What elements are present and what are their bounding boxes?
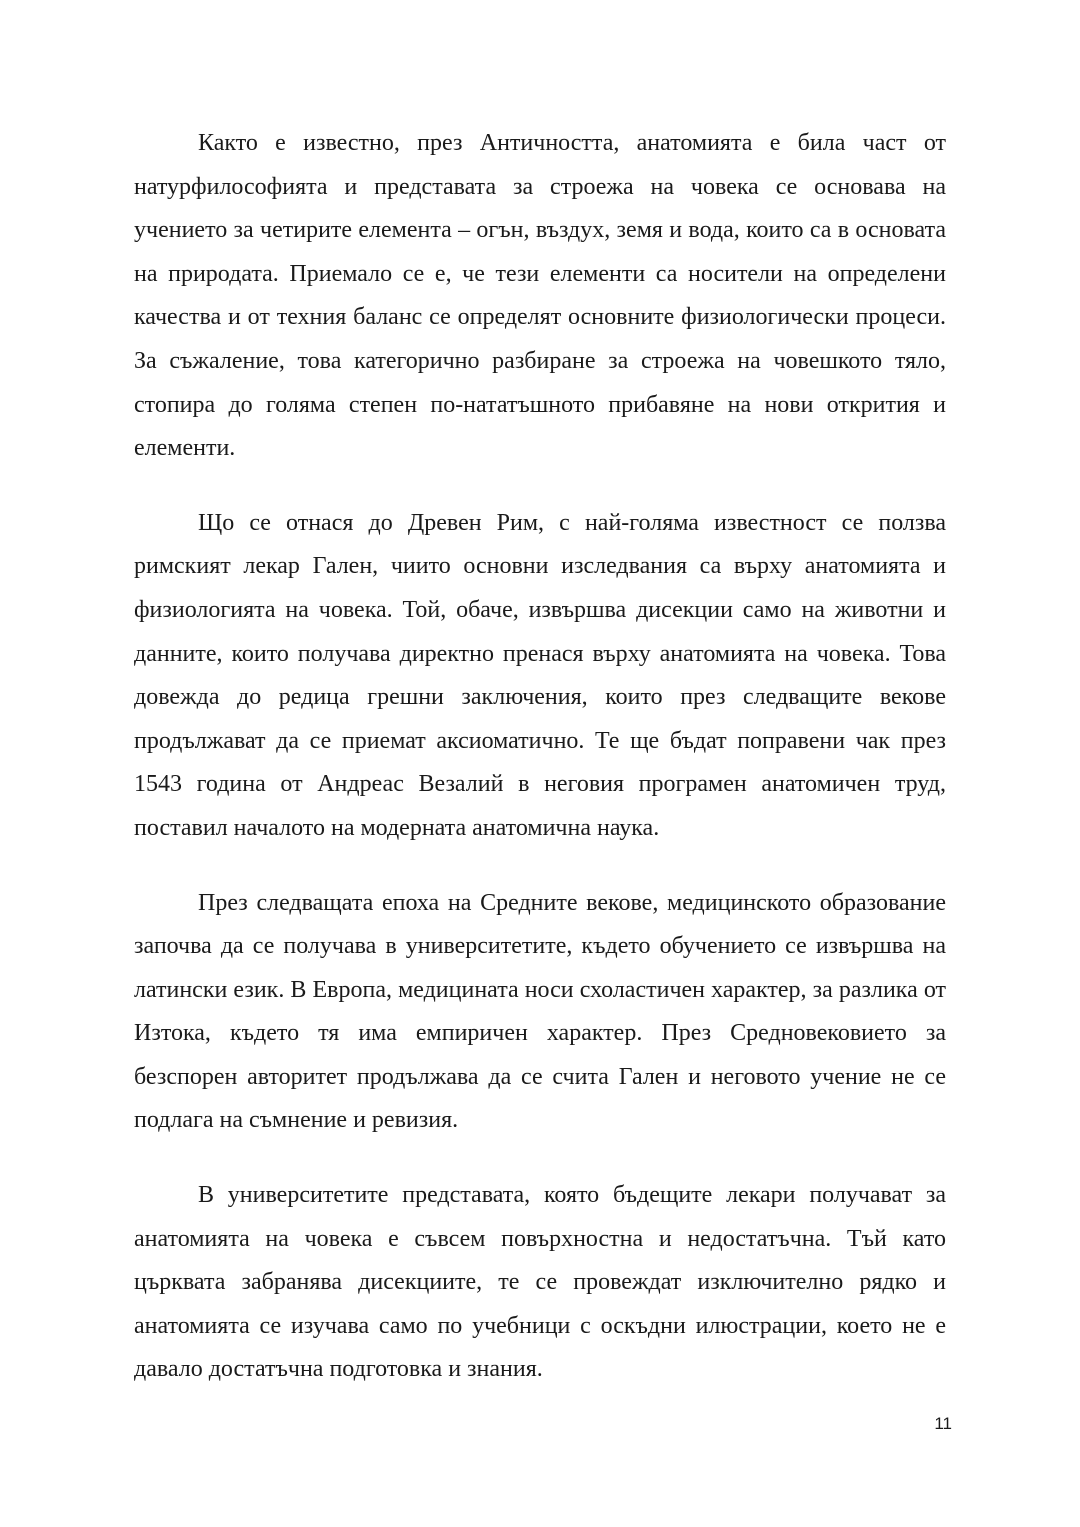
body-text	[134, 122, 946, 1392]
paragraph-middle-ages: През следващата епоха на Средните векове, медицинското образование започва да се получава в университетите, където обучението се извършва на латински език. В Европа, медицината носи схоластичен характер, за разлика от Изтока, където тя има емпиричен характер. През Средновековието за безспорен авторитет продължава да се счита Гален и неговото учение не се подлага на съмнение и ревизия.	[134, 889, 946, 1134]
page-number: 11	[934, 1414, 952, 1433]
paragraph-ancient-rome: Що се отнася до Древен Рим, с най-голяма известност се ползва римският лекар Гален, чиито основни изследвания са върху анатомията и физиологията на човека. Той, обаче, извършва дисекции само на животни и данните, които получава директно пренася върху анатомията на човека. Това довежда до редица грешни заключения, които през следващите векове продължават да се приемат аксиоматично. Те ще бъдат поправени чак през 1543 година от Андреас Везалий в неговия програмен анатомичен труд, поставил началото на модерната анатомична наука.	[134, 509, 946, 841]
paragraph-universities: В университетите представата, която бъдещите лекари получават за анатомията на човека е съвсем повърхностна и недостатъчна. Тъй като църквата забранява дисекциите, те се провеждат изключително рядко и анатомията се изучава само по учебници с оскъдни илюстрации, което не е давало достатъчна подготовка и знания.	[134, 1182, 946, 1383]
paragraph-antiquity: Както е известно, през Античността, анатомията е била част от натурфилософията и представата за строежа на човека се основава на учението за четирите елемента – огън, въздух, земя и вода, които са в основата на природата. Приемало се е, че тези елементи са носители на определени качества и от техния баланс се определят основните физиологически процеси. За съжаление, това категорично разбиране за строежа на човешкото тяло, стопира до голяма степен по-нататъшното прибавяне на нови открития и елементи.	[134, 130, 946, 462]
